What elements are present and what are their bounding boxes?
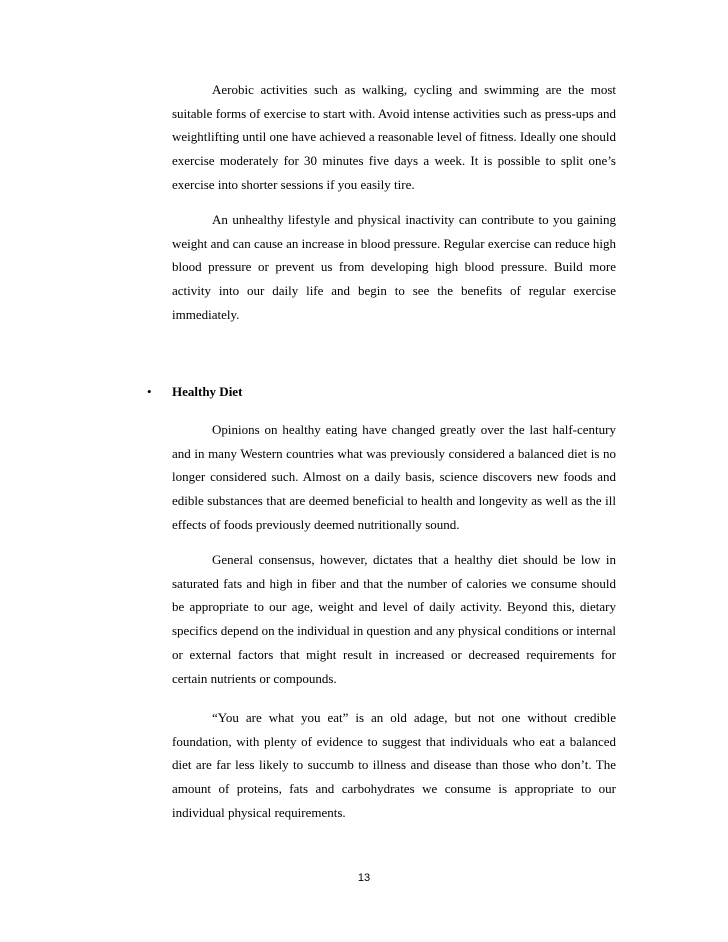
section-heading-healthy-diet: Healthy Diet	[172, 384, 243, 399]
paragraph-you-are-what-you-eat: “You are what you eat” is an old adage, but not one without credible foundation, with plenty of evidence to suggest that individuals who eat a balanced diet are far less likely to succumb to illness and disease than those who don’t. The amount of proteins, fats and carbohydrates we consume is appropriate to our individual physical requirements.	[172, 710, 616, 820]
bullet-icon: •	[147, 384, 152, 399]
paragraph-aerobic-activities: Aerobic activities such as walking, cycling and swimming are the most suitable forms of exercise to start with. Avoid intense activities such as press-ups and weightlifting until one have achieved a reasonable level of fitness. Ideally one should exercise moderately for 30 minutes five days a week. It is possible to split one’s exercise into shorter sessions if you easily tire.	[172, 82, 616, 192]
paragraph-opinions-healthy-eating: Opinions on healthy eating have changed greatly over the last half-century and in many Western countries what was previously considered a balanced diet is no longer considered such. Almost on a daily basis, science discovers new foods and edible substances that are deemed beneficial to health and longevity as well as the ill effects of foods previously deemed nutritionally sound.	[172, 422, 616, 532]
page-number: 13	[357, 872, 371, 884]
paragraph-unhealthy-lifestyle: An unhealthy lifestyle and physical inactivity can contribute to you gaining weight and can cause an increase in blood pressure. Regular exercise can reduce high blood pressure or prevent us from developing high blood pressure. Build more activity into our daily life and begin to see the benefits of regular exercise immediately.	[172, 212, 616, 322]
paragraph-general-consensus: General consensus, however, dictates that a healthy diet should be low in saturated fats and high in fiber and that the number of calories we consume should be appropriate to our age, weight and level of daily activity. Beyond this, dietary specifics depend on the individual in question and any physical conditions or internal or external factors that might result in increased or decreased requirements for certain nutrients or compounds.	[172, 552, 616, 686]
